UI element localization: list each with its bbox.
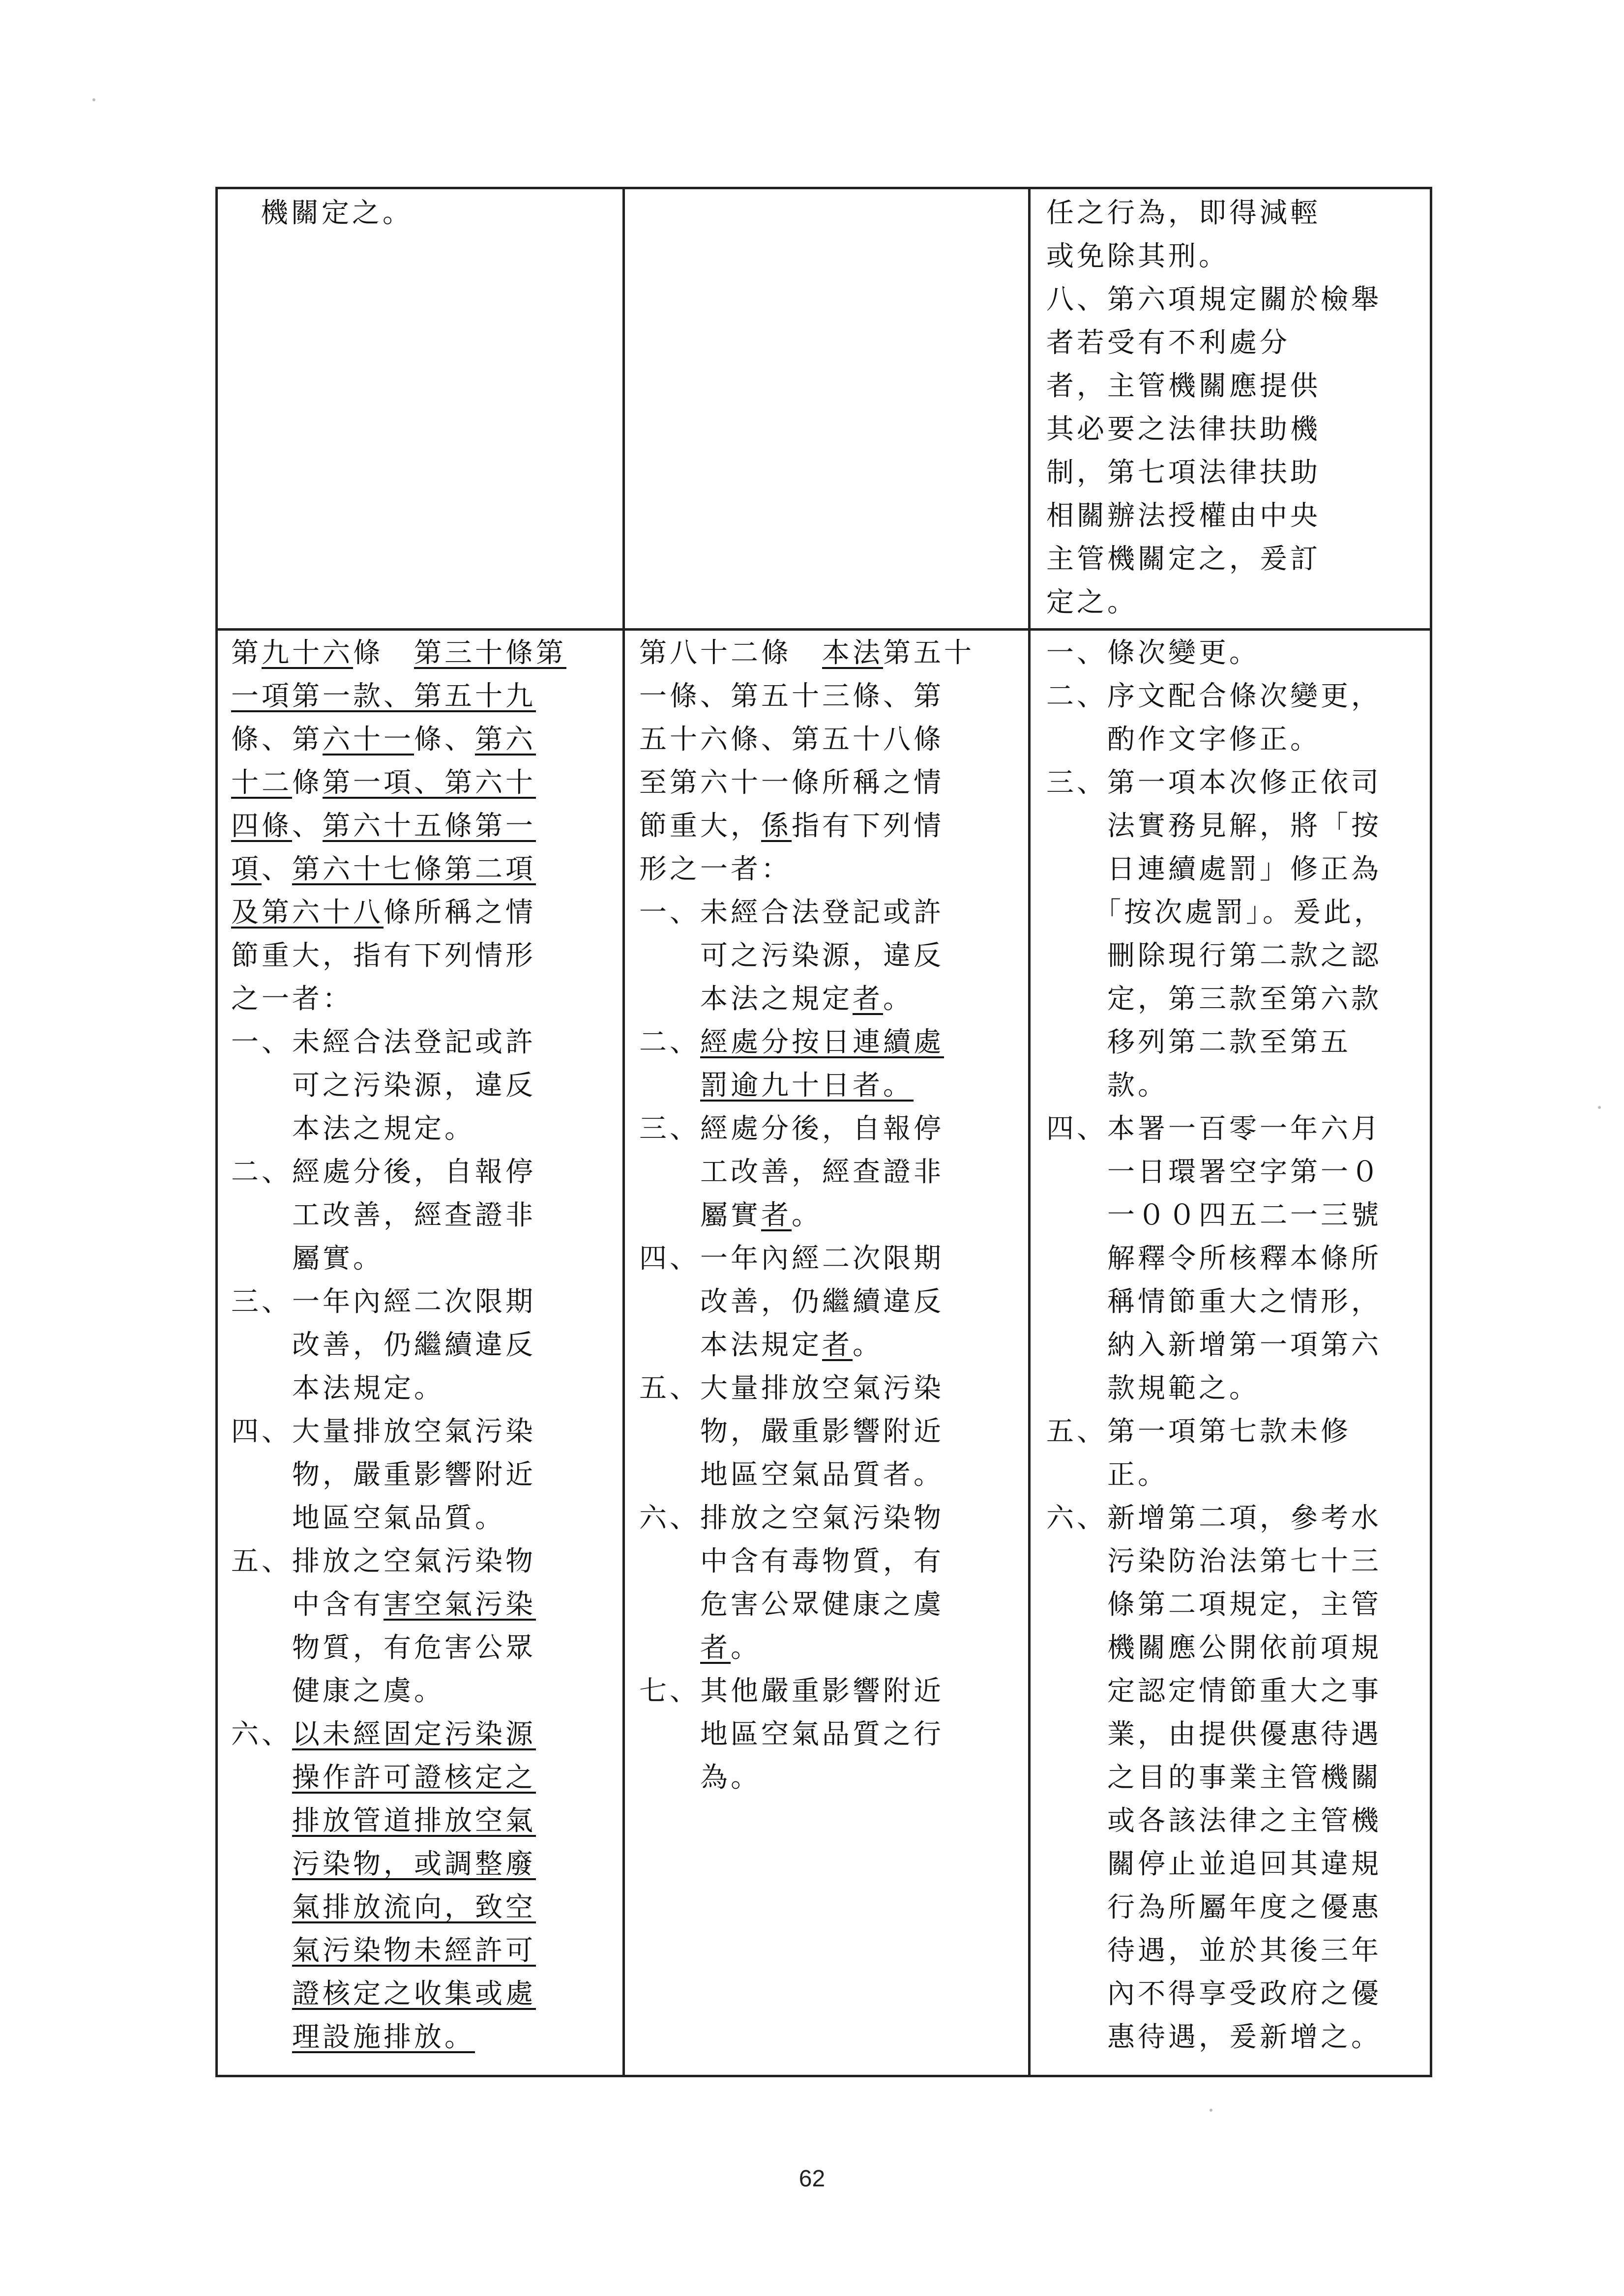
amended-text-segment: 者 [822,1329,853,1361]
amended-text-segment: 四條 [231,810,292,842]
text-line [1046,1280,1427,1324]
text-segment: 本法之規定。 [231,1113,475,1145]
text-line [1046,235,1425,278]
text-segment [639,1070,700,1102]
text-segment: 內不得享受政府之優 [1046,1978,1382,2010]
text-segment: 改善，仍繼續違反 [639,1286,944,1318]
text-segment: 中含有毒物質，有 [639,1545,944,1577]
text-segment: 款。 [1046,1070,1168,1102]
text-segment [231,1848,292,1880]
table-row-divider [215,628,1432,631]
amended-text-segment: 理設施排放。 [292,2021,475,2053]
text-segment: 四、大量排放空氣污染 [231,1416,536,1448]
amended-text-segment: 者 [853,983,883,1015]
text-segment: 法實務見解，將「按 [1046,810,1382,842]
text-segment: 健康之虞。 [231,1675,444,1707]
text-segment: 待遇，並於其後三年 [1046,1935,1382,1967]
text-line [1046,1843,1427,1886]
table-divider-1 [622,187,625,2077]
text-line [639,934,1025,978]
text-segment: 條 [292,767,323,799]
top-row-amended-text [261,192,615,235]
amended-text-segment: 係 [761,810,792,842]
text-line [1046,632,1427,675]
text-segment: 行為所屬年度之優惠 [1046,1891,1382,1923]
amended-text-segment: 第三十條第 [414,637,566,669]
text-segment: 一、未經合法登記或許 [639,897,944,929]
text-line [231,934,620,978]
text-line [1046,1367,1427,1410]
text-segment: 可之污染源，違反 [231,1070,536,1102]
text-segment: 惠待遇 [1046,2021,1199,2053]
text-segment: 或免除其刑。 [1046,240,1229,272]
text-segment: 正。 [1046,1459,1168,1491]
text-segment: 節重大，指有下列情形 [231,940,536,972]
text-line [231,1540,620,1583]
text-segment: 。 [853,1329,883,1361]
text-line [639,1280,1025,1324]
text-segment: 「按次處罰」。爰此， [1046,897,1385,929]
table-border-bottom [215,2075,1432,2077]
table-border-right [1430,187,1432,2077]
text-segment: 。 [883,983,914,1015]
text-line [231,1064,620,1107]
text-line [639,1627,1025,1670]
text-line [1046,1713,1427,1756]
text-line [639,978,1025,1021]
text-line [639,805,1025,848]
text-segment: 本法之規定 [639,983,853,1015]
text-line [231,1973,620,2016]
text-segment: 可之污染源，違反 [639,940,944,972]
text-line [639,1540,1025,1583]
text-segment: 五、第一項第七款未修 [1046,1416,1351,1448]
text-segment: 本法規定。 [231,1372,444,1404]
text-line [1046,1410,1427,1453]
text-line [639,1021,1025,1064]
text-line [639,1713,1025,1756]
text-line [231,1583,620,1627]
text-line [231,1237,620,1280]
text-line [231,978,620,1021]
text-segment [231,1935,292,1967]
text-segment: 一００四五二一三號 [1046,1199,1382,1231]
text-segment: 工改善，經查證非 [231,1199,536,1231]
amended-text-segment: 操作許可證核定之 [292,1762,536,1794]
amended-article-96 [231,632,620,2059]
text-line [1046,451,1425,494]
amended-text-segment: 一項第一款、第五十九 [231,680,536,712]
text-line [639,1410,1025,1453]
scan-speck [1598,1106,1601,1109]
text-segment: ，有危害公眾 [353,1632,536,1664]
amended-text-segment: 證核定之收集或處 [292,1978,536,2010]
text-segment: 危害公眾健康之虞 [639,1589,944,1621]
text-line [1046,278,1425,321]
text-line [1046,581,1425,624]
text-segment: 條、第 [231,724,323,756]
text-line [231,1497,620,1540]
text-segment: 之一者： [231,983,353,1015]
text-segment: 第八十二條 [639,637,822,669]
text-segment: 改善，仍繼續違反 [231,1329,536,1361]
text-line [1046,1929,1427,1973]
text-segment: 中含有 [231,1589,384,1621]
text-line [231,891,620,934]
text-line [639,848,1025,891]
text-line [261,192,615,235]
text-line [231,1929,620,1973]
text-segment: 任之行為，即得減輕 [1046,197,1321,229]
text-line [231,1021,620,1064]
text-segment: 二、 [639,1026,700,1058]
text-segment: 二、經處分後，自報停 [231,1156,536,1188]
text-line [639,1497,1025,1540]
text-segment: 一條、第五十三條、第 [639,680,944,712]
text-line [1046,1886,1427,1929]
text-line [639,1064,1025,1107]
text-line [1046,1756,1427,1800]
text-segment: 機關應公開依前項規 [1046,1632,1382,1664]
amended-text-segment: 經處分按日連續處 [700,1026,944,1058]
text-line [639,1324,1025,1367]
text-segment: 至第六十一條所稱之情 [639,767,944,799]
text-line [1046,848,1427,891]
text-line [1046,538,1425,581]
text-line [231,675,620,718]
text-segment: 工改善，經查證非 [639,1156,944,1188]
text-segment: 主管機關定之，爰訂 [1046,543,1321,575]
text-line [1046,1151,1427,1194]
text-line [231,1280,620,1324]
text-segment: 稱情節重大之情形， [1046,1286,1382,1318]
text-segment: 八、第六項規定關於檢舉 [1046,284,1382,316]
text-segment: 為。 [639,1762,761,1794]
text-segment: 屬實 [639,1199,761,1231]
text-line [1046,1583,1427,1627]
text-segment: 本法規定 [639,1329,822,1361]
text-line [1046,1627,1427,1670]
text-line [231,1886,620,1929]
text-line [231,1627,620,1670]
text-segment: 三、第一項本次修正依司 [1046,767,1382,799]
text-segment: 關停止並追回其違規 [1046,1848,1382,1880]
table-divider-2 [1028,187,1031,2077]
text-segment: 條第二項規定，主管 [1046,1589,1382,1621]
text-line [1046,891,1427,934]
text-line [1046,1194,1427,1237]
text-line [1046,1107,1427,1151]
amended-text-segment: 者 [761,1199,792,1231]
text-segment: 七、其他嚴重影響附近 [639,1675,944,1707]
text-line [1046,2016,1427,2059]
text-segment: 解釋令所核釋本條所 [1046,1243,1382,1275]
text-segment: 。 [731,1632,761,1664]
text-line [231,1324,620,1367]
text-segment: 條 [353,637,414,669]
text-line [1046,934,1427,978]
text-line [231,1756,620,1800]
text-line [231,761,620,805]
text-line [639,1367,1025,1410]
text-segment: 六、 [231,1718,292,1750]
text-segment: 其必要之法律扶助機 [1046,413,1321,445]
text-segment: 屬實。 [231,1243,384,1275]
text-segment: 地區空氣品質。 [231,1502,505,1534]
table-border-top [215,187,1432,189]
amended-text-segment: 氣污染物未經許可 [292,1935,536,1967]
text-segment: 刪除現行第二款之認 [1046,940,1382,972]
text-line [639,761,1025,805]
text-line [639,1583,1025,1627]
text-line [231,1410,620,1453]
amended-text-segment: 第六 [475,724,536,756]
amended-text-segment: 污染物，或調整廢 [292,1848,536,1880]
text-line [639,891,1025,934]
amended-text-segment: 及第六十八 [231,897,384,929]
text-line [1046,1973,1427,2016]
text-line [1046,192,1425,235]
text-segment: 地區空氣品質者。 [639,1459,944,1491]
text-segment: 物質 [231,1632,353,1664]
amended-text-segment: 罰逾九十日者。 [700,1070,914,1102]
text-segment: 條所稱之情 [384,897,536,929]
amended-text-segment: 九十六 [262,637,353,669]
text-line [231,1367,620,1410]
text-line [639,1756,1025,1800]
text-segment: 定認定情節重大之事 [1046,1675,1382,1707]
text-line [231,1713,620,1756]
text-line [231,1194,620,1237]
text-segment [231,1762,292,1794]
amended-text-segment: 項 [231,853,262,885]
text-line [1046,1453,1427,1497]
text-segment: 者，主管機關應提供 [1046,370,1321,402]
text-line [1046,494,1425,538]
text-segment: 之目的事業主管機關 [1046,1762,1382,1794]
text-line [231,848,620,891]
text-line [639,1194,1025,1237]
amended-text-segment: 排放管道排放空氣 [292,1805,536,1837]
amended-text-segment: 第一項、第六十 [323,767,536,799]
text-segment: 、 [292,810,323,842]
text-segment: 納入新增第一項第六 [1046,1329,1382,1361]
amended-text-segment: 六十一 [323,724,414,756]
text-segment: 五、大量排放空氣污染 [639,1372,944,1404]
text-line [231,1453,620,1497]
text-segment: 酌作文字修正。 [1046,724,1321,756]
text-line [1046,978,1427,1021]
text-line [639,1151,1025,1194]
text-line [231,805,620,848]
text-line [231,2016,620,2059]
text-line [231,1800,620,1843]
top-row-explanation [1046,192,1425,624]
amended-text-segment: 第六十五條第一 [323,810,536,842]
text-segment: 一日環署空字第一０ [1046,1156,1382,1188]
text-segment: 六、排放之空氣污染物 [639,1502,944,1534]
scan-speck [92,98,95,101]
text-line [1046,761,1427,805]
text-segment: 相關辦法授權由中央 [1046,500,1321,532]
text-line [1046,1064,1427,1107]
text-segment: 第五十 [883,637,974,669]
text-line [231,718,620,761]
text-line [639,632,1025,675]
text-line [639,1237,1025,1280]
text-line [1046,1497,1427,1540]
current-article-82 [639,632,1025,1800]
text-segment [231,1805,292,1837]
amended-text-segment: 者 [700,1632,731,1664]
text-segment: 。 [792,1199,822,1231]
text-line [639,675,1025,718]
amended-text-segment: 十二 [231,767,292,799]
text-segment: 日連續處罰」修正為 [1046,853,1382,885]
text-line [231,1670,620,1713]
text-segment: 一、條次變更。 [1046,637,1260,669]
text-segment: 者若受有不利處分 [1046,327,1290,359]
text-segment: 一、未經合法登記或許 [231,1026,536,1058]
text-segment: 二、序文配合條次變更， [1046,680,1382,712]
text-segment: 四、一年內經二次限期 [639,1243,944,1275]
table-border-left [215,187,218,2077]
text-line [1046,1540,1427,1583]
text-segment [639,1632,700,1664]
text-line [231,632,620,675]
text-segment [231,1978,292,2010]
text-line [231,1107,620,1151]
text-segment: 機關定之。 [261,197,413,229]
text-line [1046,1324,1427,1367]
text-line [1046,1237,1427,1280]
amended-text-segment: 害空氣污染 [384,1589,536,1621]
text-line [639,1453,1025,1497]
scan-speck [1210,2109,1212,2112]
text-segment: 四、本署一百零一年六月 [1046,1113,1382,1145]
text-segment: 節重大， [639,810,761,842]
text-segment: 移列第二款至第五 [1046,1026,1351,1058]
text-segment: 三、一年內經二次限期 [231,1286,536,1318]
page-number: 62 [798,2166,826,2192]
text-segment: 物，嚴重影響附近 [639,1416,944,1448]
text-segment: 定，第三款至第六款 [1046,983,1382,1015]
text-segment: 三、經處分後，自報停 [639,1113,944,1145]
text-segment: 業，由提供優惠待遇 [1046,1718,1382,1750]
text-segment: 形之一者： [639,853,792,885]
amended-text-segment: 第六十七條第二項 [292,853,536,885]
text-line [1046,1800,1427,1843]
text-line [1046,1021,1427,1064]
explanation-notes [1046,632,1427,2059]
amended-text-segment: 以未經固定污染源 [292,1718,536,1750]
text-line [231,1151,620,1194]
text-segment: 五、排放之空氣污染物 [231,1545,536,1577]
text-segment: 或各該法律之主管機 [1046,1805,1382,1837]
text-line [231,1843,620,1886]
text-segment: 款規範之。 [1046,1372,1260,1404]
text-segment [231,1891,292,1923]
text-line [639,1107,1025,1151]
text-segment: ，爰新增之。 [1199,2021,1382,2053]
text-segment: 污染防治法第七十三 [1046,1545,1382,1577]
text-segment: 制，第七項法律扶助 [1046,457,1321,489]
text-line [639,718,1025,761]
amended-text-segment: 氣排放流向，致空 [292,1891,536,1923]
text-line [639,1670,1025,1713]
text-line [1046,1670,1427,1713]
text-segment: 定之。 [1046,586,1138,618]
text-segment: 、 [262,853,292,885]
text-segment: 六、新增第二項，參考水 [1046,1502,1382,1534]
text-line [1046,805,1427,848]
text-line [1046,408,1425,451]
text-segment: 第 [231,637,262,669]
text-segment [231,2021,292,2053]
text-segment: 條、 [414,724,475,756]
text-segment: 物，嚴重影響附近 [231,1459,536,1491]
text-segment: 五十六條、第五十八條 [639,724,944,756]
text-segment: 地區空氣品質之行 [639,1718,944,1750]
text-line [1046,321,1425,365]
text-line [1046,365,1425,408]
text-line [1046,718,1427,761]
text-segment: 指有下列情 [792,810,944,842]
amended-text-segment: 本法 [822,637,883,669]
text-line [1046,675,1427,718]
